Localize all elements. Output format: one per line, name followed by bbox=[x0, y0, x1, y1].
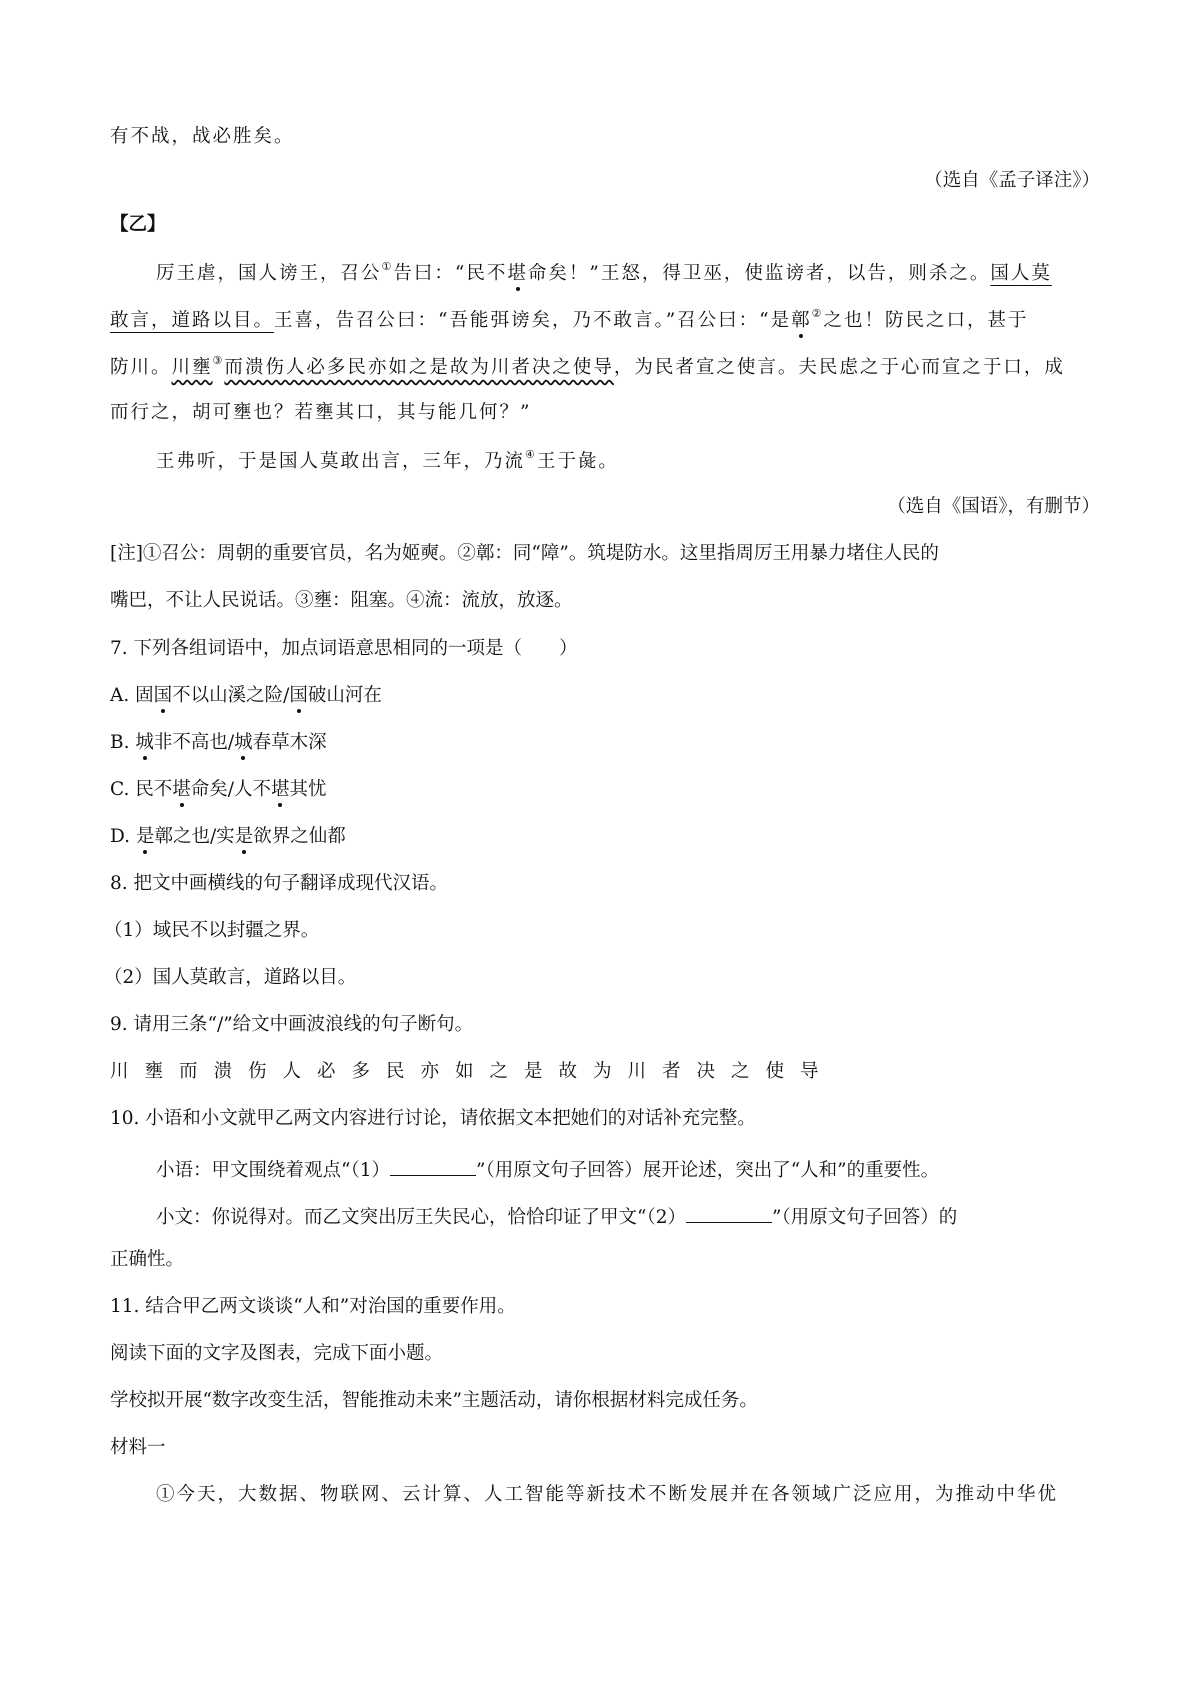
q7-option-d bbox=[110, 828, 346, 847]
q8-item1: （1）域民不以封疆之界。 bbox=[104, 920, 320, 941]
yi-note-line1: [注]①召公：周朝的重要官员，名为姬奭。②鄣：同“障”。筑堤防水。这里指周厉王用暴力堵住人民的 bbox=[110, 543, 939, 564]
reading-intro: 阅读下面的文字及图表，完成下面小题。 bbox=[110, 1343, 444, 1364]
q9-stem: 9. 请用三条“/”给文中画波浪线的句子断句。 bbox=[110, 1014, 474, 1035]
jia-tail-line: 有不战，战必胜矣。 bbox=[110, 126, 295, 147]
wavy-underlined-sentence: 而溃伤人必多民亦如之是故为川者决之使导 bbox=[224, 357, 614, 379]
text-span: 其忧 bbox=[289, 779, 327, 800]
text-span: 王喜，告召公曰：“吾能弭谤矣，乃不敢言。”召公曰：“是 bbox=[274, 310, 792, 332]
text-span: 小文：你说得对。而乙文突出厉王失民心，恰恰印证了甲文“（2） bbox=[156, 1207, 686, 1228]
dotted-word: 是 bbox=[135, 826, 155, 847]
yi-para1-line3 bbox=[110, 354, 1065, 379]
underlined-sentence-part1: 国人莫 bbox=[990, 263, 1052, 285]
q11-stem: 11. 结合甲乙两文谈谈“人和”对治国的重要作用。 bbox=[110, 1296, 516, 1317]
yi-source: （选自《国语》，有删节） bbox=[887, 496, 1100, 517]
yi-para1-line2 bbox=[110, 307, 1029, 332]
q8-stem: 8. 把文中画横线的句子翻译成现代汉语。 bbox=[110, 873, 449, 894]
text-span: ”（用原文句子回答）展开论述，突出了“人和”的重要性。 bbox=[475, 1160, 940, 1181]
text-span: 不以山溪之险/ bbox=[172, 685, 290, 706]
text-span: 厉王虐，国人谤王，召公 bbox=[156, 263, 382, 285]
answer-blank-2[interactable] bbox=[686, 1204, 772, 1223]
yi-para1-line4: 而行之，胡可壅也？若壅其口，其与能几何？” bbox=[110, 402, 532, 423]
text-span: 非不高也/ bbox=[153, 732, 235, 753]
text-span: 破山河在 bbox=[307, 685, 382, 706]
text-span: 命矣/人不 bbox=[190, 779, 272, 800]
q10-dialog-line3: 正确性。 bbox=[110, 1249, 185, 1270]
dotted-word: 是 bbox=[234, 826, 254, 847]
reading-task: 学校拟开展“数字改变生活，智能推动未来”主题活动，请你根据材料完成任务。 bbox=[110, 1390, 758, 1411]
yi-heading: 【乙】 bbox=[110, 214, 166, 235]
wavy-underlined-sentence: 川壅 bbox=[171, 357, 213, 379]
dotted-word: 国 bbox=[289, 685, 308, 706]
q7-stem: 7. 下列各组词语中，加点词语意思相同的一项是（ ） bbox=[110, 638, 578, 659]
q7-option-c bbox=[110, 781, 327, 800]
text-span: ”（用原文句子回答）的 bbox=[771, 1207, 958, 1228]
text-span: 命矣！”王怒，得卫巫，使监谤者，以告，则杀之。 bbox=[527, 263, 991, 285]
text-span: 欲界之仙都 bbox=[253, 826, 346, 847]
dotted-word: 鄣 bbox=[791, 310, 812, 332]
text-span: A. 固 bbox=[110, 685, 154, 706]
yi-note-line2: 嘴巴，不让人民说话。③壅：阻塞。④流：流放，放逐。 bbox=[110, 590, 573, 611]
dotted-word: 堪 bbox=[271, 779, 290, 800]
answer-blank-1[interactable] bbox=[390, 1157, 476, 1176]
q10-dialog-line2 bbox=[156, 1204, 957, 1228]
text-span: ，为民者宣之使言。夫民虑之于心而宣之于口，成 bbox=[613, 357, 1065, 379]
dotted-word: 堪 bbox=[507, 263, 528, 285]
footnote-marker-2: ② bbox=[811, 307, 824, 320]
text-span: 之也！防民之口，甚于 bbox=[823, 310, 1029, 332]
text-span: 小语：甲文围绕着观点“（1） bbox=[156, 1160, 390, 1181]
q10-stem: 10. 小语和小文就甲乙两文内容进行讨论，请依据文本把她们的对话补充完整。 bbox=[110, 1108, 756, 1129]
q7-option-a bbox=[110, 687, 382, 706]
text-span: 防川。 bbox=[110, 357, 172, 379]
underlined-sentence-part2: 敢言，道路以目。 bbox=[110, 310, 275, 332]
dotted-word: 国 bbox=[153, 685, 173, 706]
footnote-marker-4: ④ bbox=[525, 448, 537, 461]
q8-item2: （2）国人莫敢言，道路以目。 bbox=[104, 967, 357, 988]
footnote-marker-1: ① bbox=[381, 260, 394, 273]
dotted-word: 城 bbox=[135, 732, 154, 753]
text-span: 王弗听，于是国人莫敢出言，三年，乃流 bbox=[156, 451, 526, 473]
text-span: D. bbox=[110, 826, 136, 847]
material-paragraph1: ①今天，大数据、物联网、云计算、人工智能等新技术不断发展并在各领域广泛应用，为推动中华优 bbox=[156, 1484, 1059, 1505]
text-span: B. bbox=[110, 732, 136, 753]
yi-para1-line1 bbox=[156, 260, 1052, 285]
footnote-marker-3: ③ bbox=[212, 354, 225, 367]
q9-sentence: 川壅而溃伤人必多民亦如之是故为川者决之使导 bbox=[110, 1061, 835, 1082]
text-span: 鄣之也/实 bbox=[154, 826, 235, 847]
jia-source: （选自《孟子译注》） bbox=[924, 170, 1100, 191]
q7-option-b bbox=[110, 734, 327, 753]
dotted-word: 城 bbox=[234, 732, 253, 753]
material-label: 材料一 bbox=[110, 1437, 166, 1458]
dotted-word: 堪 bbox=[172, 779, 191, 800]
text-span: C. 民不 bbox=[110, 779, 173, 800]
text-span: 王于彘。 bbox=[536, 451, 619, 473]
text-span: 春草木深 bbox=[252, 732, 327, 753]
text-span: 告曰：“民不 bbox=[393, 263, 508, 285]
yi-para2 bbox=[156, 448, 619, 473]
q10-dialog-line1 bbox=[156, 1157, 939, 1181]
